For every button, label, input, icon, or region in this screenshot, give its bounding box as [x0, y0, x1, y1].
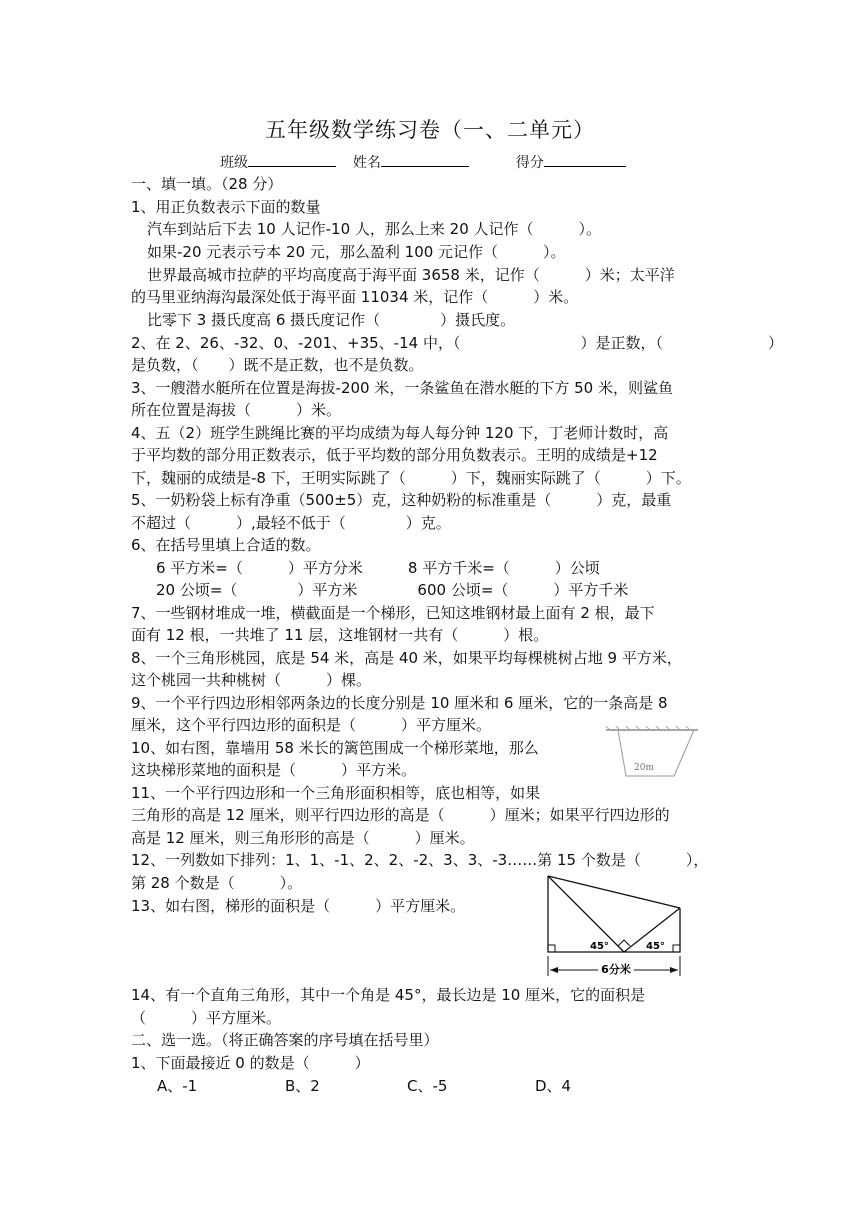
class-label: 班级 — [220, 155, 248, 171]
q10-figure — [604, 724, 700, 784]
q10-figure-label: 20m — [634, 763, 654, 773]
q10-line-1: 10、如右图，靠墙用 58 米长的篱笆围成一个梯形菜地，那么 — [131, 739, 539, 757]
q9-line-2: 厘米，这个平行四边形的面积是（ ）平方厘米。 — [131, 716, 492, 734]
q14-line-2: （ ）平方厘米。 — [131, 1009, 282, 1027]
page-title: 五年级数学练习卷（一、二单元） — [265, 118, 595, 142]
q12-line-2: 第 28 个数是（ ）。 — [131, 874, 303, 892]
mc1-option-a[interactable]: A、-1 — [157, 1077, 198, 1095]
q1-item-1: 汽车到站后下去 10 人记作-10 人，那么上来 20 人记作（ ）。 — [147, 220, 602, 238]
q1-item-4: 比零下 3 摄氏度高 6 摄氏度记作（ ）摄氏度。 — [147, 311, 516, 329]
student-info-row — [220, 152, 626, 172]
q5-line-2: 不超过（ ）,最轻不低于（ ）克。 — [131, 514, 451, 532]
q1-item-2: 如果-20 元表示亏本 20 元，那么盈利 100 元记作（ ）。 — [147, 243, 566, 261]
mc1-stem: 1、下面最接近 0 的数是（ ） — [131, 1054, 370, 1072]
score-blank[interactable] — [544, 152, 626, 167]
q11-line-3: 高是 12 厘米，则三角形形的高是（ ）厘米。 — [131, 829, 475, 847]
mc1-option-d[interactable]: D、4 — [535, 1077, 572, 1095]
q5-line-1: 5、一奶粉袋上标有净重（500±5）克，这种奶粉的标准重是（ ）克，最重 — [131, 491, 672, 509]
class-blank[interactable] — [248, 152, 336, 167]
q14-line-1: 14、有一个直角三角形，其中一个角是 45°，最长边是 10 厘米，它的面积是 — [131, 986, 646, 1004]
name-label: 姓名 — [352, 155, 381, 171]
q6-row-1: 6 平方米=（ ）平方分米 8 平方千米=（ ）公顷 — [156, 559, 600, 577]
section-2-heading: 二、选一选。（将正确答案的序号填在括号里） — [131, 1031, 439, 1049]
q4-line-2: 于平均数的部分用正数表示，低于平均数的部分用负数表示。王明的成绩是+12 — [131, 446, 658, 464]
q1-stem: 1、用正负数表示下面的数量 — [131, 198, 321, 216]
q7-line-1: 7、一些钢材堆成一堆，横截面是一个梯形，已知这堆钢材最上面有 2 根，最下 — [131, 604, 655, 622]
q13-angle-left: 45° — [590, 941, 609, 952]
q10-line-2: 这块梯形菜地的面积是（ ）平方米。 — [131, 761, 417, 779]
name-blank[interactable] — [381, 152, 469, 167]
q2-line-1: 2、在 2、26、-32、0、-201、+35、-14 中，（ ）是正数，（ ） — [131, 334, 783, 352]
q1-item-3: 世界最高城市拉萨的平均高度高于海平面 3658 米，记作（ ）米；太平洋 — [147, 266, 675, 284]
section-1-heading: 一、填一填。（28 分） — [131, 175, 283, 193]
q13-angle-right: 45° — [646, 941, 665, 952]
q3-line-1: 3、一艘潜水艇所在位置是海拔-200 米，一条鲨鱼在潜水艇的下方 50 米，则鲨鱼 — [131, 379, 673, 397]
q13-figure — [538, 868, 688, 986]
q6-stem: 6、在括号里填上合适的数。 — [131, 536, 321, 554]
q11-line-2: 三角形的高是 12 厘米，则平行四边形的高是（ ）厘米；如果平行四边形的 — [131, 806, 670, 824]
score-label: 得分 — [515, 155, 544, 171]
q6-row-2: 20 公顷=（ ）平方米 600 公顷=（ ）平方千米 — [156, 581, 629, 599]
q1-item-3-cont: 的马里亚纳海沟最深处低于海平面 11034 米，记作（ ）米。 — [131, 288, 579, 306]
q7-line-2: 面有 12 根，一共堆了 11 层，这堆钢材一共有（ ）根。 — [131, 626, 549, 644]
q12-line-1: 12、一列数如下排列：1、1、-1、2、2、-2、3、3、-3……第 15 个数是（ ）， — [131, 851, 709, 869]
mc1-option-b[interactable]: B、2 — [285, 1077, 320, 1095]
q13-line: 13、如右图，梯形的面积是（ ）平方厘米。 — [131, 897, 466, 915]
q9-line-1: 9、一个平行四边形相邻两条边的长度分别是 10 厘米和 6 厘米，它的一条高是 8 — [131, 694, 668, 712]
q8-line-1: 8、一个三角形桃园，底是 54 米，高是 40 米，如果平均每棵桃树占地 9 平方米， — [131, 649, 682, 667]
mc1-option-c[interactable]: C、-5 — [407, 1077, 448, 1095]
q4-line-1: 4、五（2）班学生跳绳比赛的平均成绩为每人每分钟 120 下，丁老师计数时，高 — [131, 424, 669, 442]
q4-line-3: 下，魏丽的成绩是-8 下，王明实际跳了（ ）下，魏丽实际跳了（ ）下。 — [131, 469, 691, 487]
q13-base-label: 6分米 — [601, 963, 631, 976]
q11-line-1: 11、一个平行四边形和一个三角形面积相等，底也相等，如果 — [131, 784, 541, 802]
q8-line-2: 这个桃园一共种桃树（ ）棵。 — [131, 671, 372, 689]
q3-line-2: 所在位置是海拔（ ）米。 — [131, 401, 342, 419]
q2-line-2: 是负数，（ ）既不是正数，也不是负数。 — [131, 356, 424, 374]
